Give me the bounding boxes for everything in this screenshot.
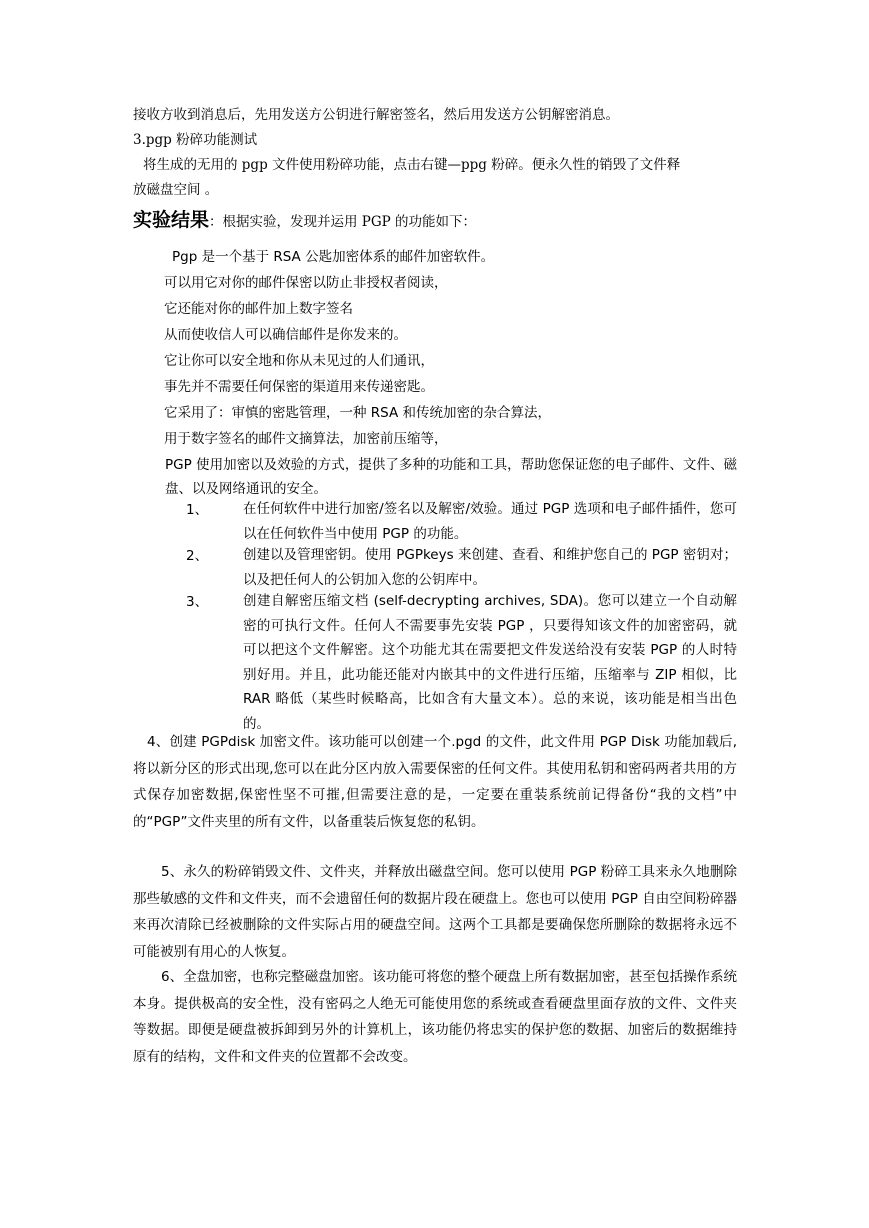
- intro-line-1: 接收方收到消息后，先用发送方公钥进行解密签名，然后用发送方公钥解密消息。: [133, 107, 619, 123]
- feature-line: 它还能对你的邮件加上数字签名: [164, 301, 353, 317]
- list-number: 1、: [186, 502, 209, 518]
- list-item-text: 创建以及管理密钥。使用 PGPkeys 来创建、查看、和维护您自己的 PGP 密钥对；以及把任何人的公钥加入您的公钥库中。: [243, 547, 737, 588]
- list-number: 2、: [186, 548, 209, 564]
- paragraph-disk-encryption: 6、全盘加密，也称完整磁盘加密。该功能可将您的整个硬盘上所有数据加密，甚至包括操作系统本身。提供极高的安全性，没有密码之人绝无可能使用您的系统或查看硬盘里面存放的文件、文件夹等数据。即便是硬盘被拆卸到另外的计算机上，该功能仍将忠实的保护您的数据、加密后的数据维持原有的结构，文件和文件夹的位置都不会改变。: [133, 969, 737, 1065]
- list-number: 3、: [186, 594, 209, 610]
- summary-paragraph: PGP 使用加密以及效验的方式，提供了多种的功能和工具，帮助您保证您的电子邮件、文件、磁盘、以及网络通讯的安全。: [165, 457, 737, 497]
- feature-line: Pgp 是一个基于 RSA 公匙加密体系的邮件加密软件。: [172, 249, 495, 265]
- intro-line-3: 将生成的无用的 pgp 文件使用粉碎功能，点击右键—ppg 粉碎。便永久性的销毁了文件释: [143, 157, 681, 173]
- list-item-text: 创建自解密压缩文档 (self-decrypting archives, SDA)。您可以建立一个自动解密的可执行文件。任何人不需要事先安装 PGP ，只要得知该文件的加密密码，就可以把这个文件解密。这个功能尤其在需要把文件发送给没有安装 PGP 的人时特别好用。并且，此功能还能对内嵌其中的文件进行压缩，压缩率与 ZIP 相似，比 RAR 略低（某些时候略高，比如含有大量文本）。总的来说，该功能是相当出色的。: [243, 593, 737, 732]
- feature-line: 事先并不需要任何保密的渠道用来传递密匙。: [164, 379, 434, 395]
- results-heading-rest: ：根据实验，发现并运用 PGP 的功能如下：: [209, 214, 477, 230]
- results-line: [133, 208, 476, 234]
- results-heading: 实验结果: [133, 209, 210, 231]
- feature-line: 它让你可以安全地和你从未见过的人们通讯，: [164, 353, 434, 369]
- paragraph-pgpdisk: 4、创建 PGPdisk 加密文件。该功能可以创建一个.pgd 的文件，此文件用 PGP Disk 功能加载后,将以新分区的形式出现,您可以在此分区内放入需要保密的任何文件。其使用私钥和密码两者共用的方式保存加密数据,保密性坚不可摧,但需要注意的是，一定要在重装系统前记得备份“我的文档”中的“PGP”文件夹里的所有文件，以备重装后恢复您的私钥。: [133, 734, 737, 830]
- section-title: 3.pgp 粉碎功能测试: [133, 132, 258, 148]
- feature-line: 从而使收信人可以确信邮件是你发来的。: [164, 327, 407, 343]
- feature-line: 用于数字签名的邮件文摘算法，加密前压缩等，: [164, 431, 448, 447]
- paragraph-shredder: 5、永久的粉碎销毁文件、文件夹，并释放出磁盘空间。您可以使用 PGP 粉碎工具来永久地删除那些敏感的文件和文件夹，而不会遗留任何的数据片段在硬盘上。您也可以使用 PGP 自由空间粉碎器来再次清除已经被删除的文件实际占用的硬盘空间。这两个工具都是要确保您所删除的数据将永远不可能被别有用心的人恢复。: [133, 864, 737, 960]
- list-item-text: 在任何软件中进行加密/签名以及解密/效验。通过 PGP 选项和电子邮件插件，您可以在任何软件当中使用 PGP 的功能。: [243, 501, 737, 542]
- intro-line-4: 放磁盘空间 。: [133, 182, 219, 198]
- feature-line: 它采用了：审慎的密匙管理，一种 RSA 和传统加密的杂合算法，: [164, 405, 552, 421]
- feature-line: 可以用它对你的邮件保密以防止非授权者阅读，: [164, 275, 448, 291]
